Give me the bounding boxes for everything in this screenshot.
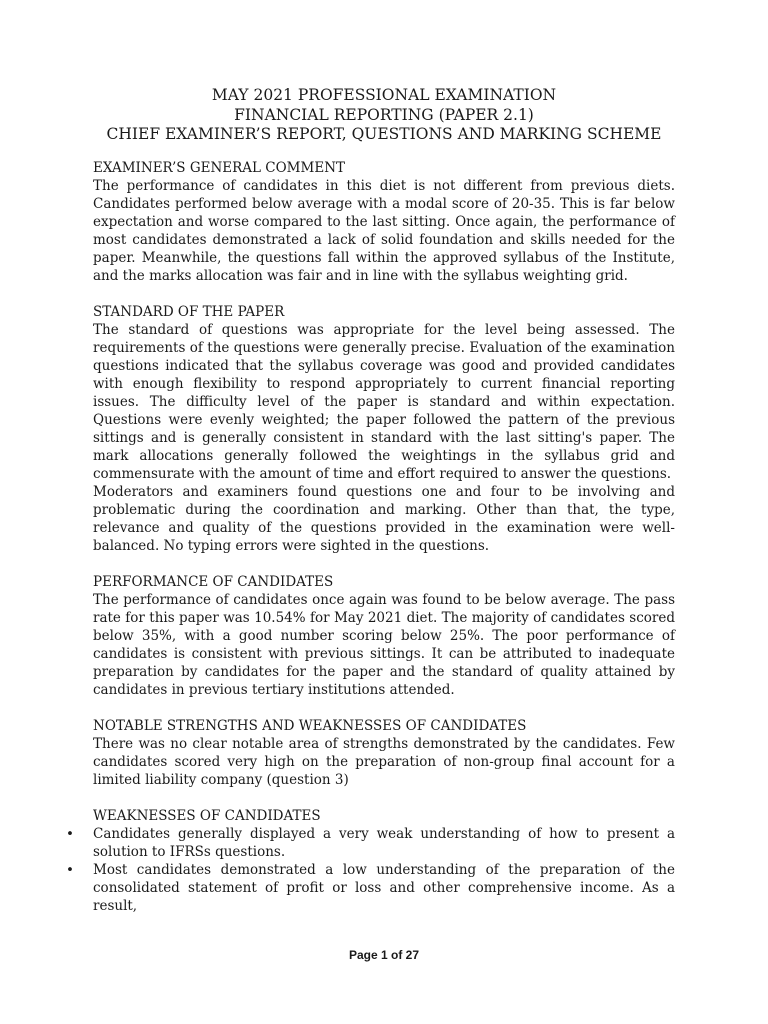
section-heading-strengths: NOTABLE STRENGTHS AND WEAKNESSES OF CANDIDATES (93, 718, 527, 734)
standard-paragraph-2: Moderators and examiners found questions one and four to be involving and problematic during the coordination and marking. Other than that, the type, relevance and quality of the questions provided in the examination were well-balanced. No typing errors were sighted in the questions. (93, 484, 675, 554)
section-heading-standard: STANDARD OF THE PAPER (93, 304, 285, 320)
general-comment-paragraph: The performance of candidates in this diet is not different from previous diets. Candidates performed below average with a modal score of 20-35. This is far below expectation and worse compared to the last sitting. Once again, the performance of most candidates demonstrated a lack of solid foundation and skills needed for the paper. Meanwhile, the questions fall within the approved syllabus of the Institute, and the marks allocation was fair and in line with the syllabus weighting grid. (93, 178, 675, 284)
report-body (66, 159, 675, 915)
bullet-icon: • (66, 862, 74, 878)
title-line-paper: FINANCIAL REPORTING (PAPER 2.1) (234, 105, 534, 124)
report-title-block (0, 86, 768, 145)
performance-paragraph: The performance of candidates once again was found to be below average. The pass rate for this paper was 10.54% for May 2021 diet. The majority of candidates scored below 35%, with a good number scoring below 25%. The poor performance of candidates is consistent with previous sittings. It can be attributed to inadequate preparation by candidates for the paper and the standard of quality attained by candidates in previous tertiary institutions attended. (93, 592, 675, 698)
list-item (66, 861, 675, 915)
strengths-paragraph: There was no clear notable area of strengths demonstrated by the candidates. Few candidates scored very high on the preparation of non-group final account for a limited liability company (question 3) (93, 736, 675, 788)
list-item (66, 825, 675, 861)
standard-paragraph-1: The standard of questions was appropriate for the level being assessed. The requirements of the questions were generally precise. Evaluation of the examination questions indicated that the syllabus coverage was good and provided candidates with enough flexibility to respond appropriately to current financial reporting issues. The difficulty level of the paper is standard and within expectation. Questions were evenly weighted; the paper followed the pattern of the previous sittings and is generally consistent in standard with the last sitting's paper. The mark allocations generally followed the weightings in the syllabus grid and commensurate with the amount of time and effort required to answer the questions. (93, 322, 675, 482)
list-item-text: Most candidates demonstrated a low understanding of the preparation of the consolidated statement of profit or loss and other comprehensive income. As a result, (93, 862, 675, 914)
weaknesses-list (66, 825, 675, 915)
section-heading-performance: PERFORMANCE OF CANDIDATES (93, 574, 334, 590)
list-item-text: Candidates generally displayed a very weak understanding of how to present a solution to IFRSs questions. (93, 826, 675, 860)
title-line-exam: MAY 2021 PROFESSIONAL EXAMINATION (211, 86, 557, 104)
title-line-report: CHIEF EXAMINER’S REPORT, QUESTIONS AND MARKING SCHEME (106, 125, 662, 143)
bullet-icon: • (66, 826, 74, 842)
section-heading-general-comment: EXAMINER’S GENERAL COMMENT (93, 160, 346, 176)
page-number-footer: Page 1 of 27 (348, 948, 420, 962)
section-heading-weaknesses: WEAKNESSES OF CANDIDATES (93, 808, 321, 824)
